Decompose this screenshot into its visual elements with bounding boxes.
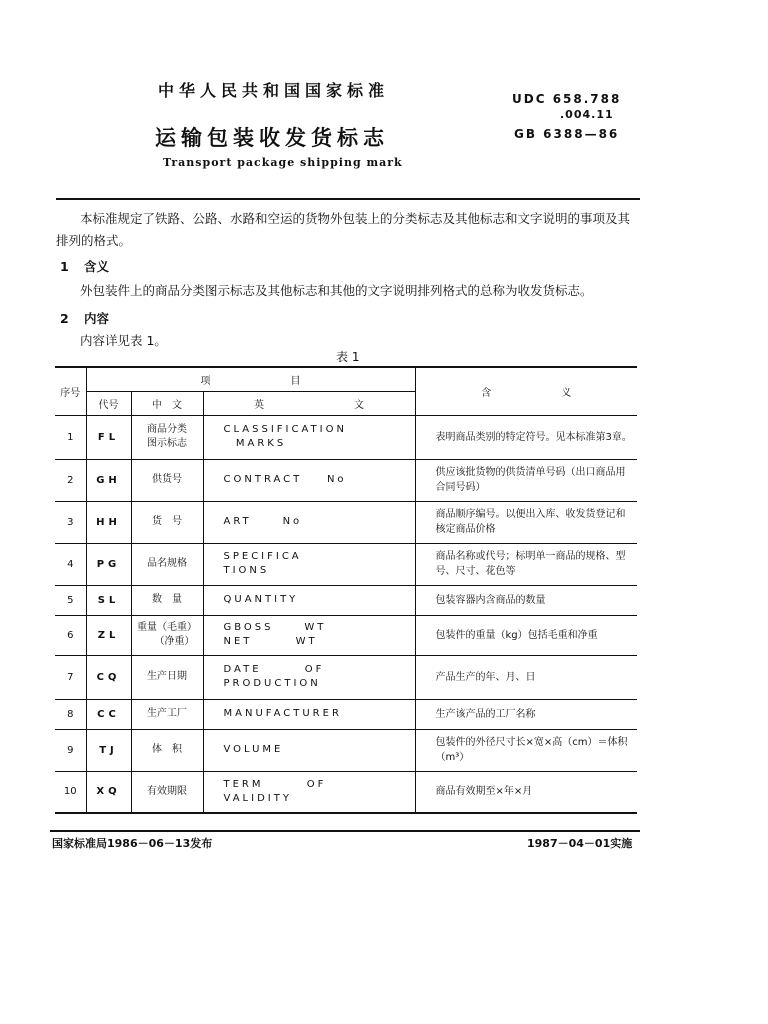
row-en: VOLUME (203, 729, 415, 771)
row-seq: 8 (55, 699, 86, 729)
row-en: MANUFACTURER (203, 699, 415, 729)
section-1-text: 外包装件上的商品分类图示标志及其他标志和其他的文字说明排列格式的总称为收发货标志。 (80, 283, 593, 298)
row-cn: 品名规格 (131, 543, 203, 585)
table-row (55, 501, 637, 543)
header-divider (56, 198, 640, 200)
row-cn: 商品分类 图示标志 (131, 415, 203, 459)
row-cn: 供货号 (131, 459, 203, 501)
row-en: CONTRACT No (203, 459, 415, 501)
issue-date: 国家标准局1986－06－13发布 (52, 837, 213, 850)
row-en: DATE OF PRODUCTION (203, 655, 415, 699)
row-en: TERM OF VALIDITY (203, 771, 415, 813)
header-code: 代号 (86, 391, 131, 415)
udc-code-line1: UDC 658.788 (512, 92, 622, 106)
section-1-heading (60, 257, 109, 275)
row-code: HH (86, 501, 131, 543)
table-row (55, 543, 637, 585)
marks-table (55, 366, 637, 814)
table-row (55, 655, 637, 699)
footer-divider (50, 830, 640, 832)
row-cn: 生产工厂 (131, 699, 203, 729)
row-seq: 5 (55, 585, 86, 615)
header-seq: 序号 (55, 367, 86, 415)
row-en: CLASSIFICATION MARKS (203, 415, 415, 459)
row-seq: 4 (55, 543, 86, 585)
row-seq: 3 (55, 501, 86, 543)
header-item: 项 目 (86, 367, 415, 391)
row-meaning: 商品有效期至×年×月 (415, 771, 637, 813)
table-row (55, 615, 637, 655)
row-meaning: 产品生产的年、月、日 (415, 655, 637, 699)
standard-org-heading: 中华人民共和国国家标准 (158, 81, 390, 100)
row-seq: 6 (55, 615, 86, 655)
table-row (55, 459, 637, 501)
table-row (55, 729, 637, 771)
row-meaning: 包装容器内含商品的数量 (415, 585, 637, 615)
row-code: CQ (86, 655, 131, 699)
row-meaning: 供应该批货物的供货清单号码（出口商品用合同号码） (415, 459, 637, 501)
table-row (55, 415, 637, 459)
document-title-cn: 运输包装收发货标志 (155, 126, 389, 150)
row-meaning: 商品名称或代号；标明单一商品的规格、型号、尺寸、花色等 (415, 543, 637, 585)
row-en: GBOSS WT NET WT (203, 615, 415, 655)
row-meaning: 生产该产品的工厂名称 (415, 699, 637, 729)
row-cn: 有效期限 (131, 771, 203, 813)
section-title: 内容 (84, 311, 110, 326)
row-code: FL (86, 415, 131, 459)
row-cn: 数 量 (131, 585, 203, 615)
document-title-en: Transport package shipping mark (163, 156, 403, 169)
effective-date: 1987－04－01实施 (527, 837, 633, 850)
row-code: SL (86, 585, 131, 615)
section-title: 含义 (84, 259, 110, 274)
row-meaning: 包装件的外径尺寸长×宽×高（cm）＝体积（m³） (415, 729, 637, 771)
header-cn: 中 文 (131, 391, 203, 415)
row-en: SPECIFICA TIONS (203, 543, 415, 585)
row-meaning: 表明商品类别的特定符号。见本标准第3章。 (415, 415, 637, 459)
row-code: PG (86, 543, 131, 585)
row-seq: 7 (55, 655, 86, 699)
row-en: QUANTITY (203, 585, 415, 615)
row-code: ZL (86, 615, 131, 655)
row-cn: 生产日期 (131, 655, 203, 699)
row-seq: 2 (55, 459, 86, 501)
row-seq: 9 (55, 729, 86, 771)
section-number: 2 (60, 311, 69, 326)
row-code: TJ (86, 729, 131, 771)
row-code: CC (86, 699, 131, 729)
intro-paragraph: 本标准规定了铁路、公路、水路和空运的货物外包装上的分类标志及其他标志和文字说明的事项及其排列的格式。 (56, 211, 631, 248)
section-number: 1 (60, 259, 69, 274)
row-code: XQ (86, 771, 131, 813)
table-caption: 表 1 (336, 350, 360, 364)
row-meaning: 包装件的重量（kg）包括毛重和净重 (415, 615, 637, 655)
udc-code-line2: .004.11 (560, 108, 614, 121)
row-seq: 1 (55, 415, 86, 459)
table-row (55, 585, 637, 615)
row-cn: 体 积 (131, 729, 203, 771)
section-2-text: 内容详见表 1。 (80, 333, 167, 348)
row-en: ART No (203, 501, 415, 543)
section-2-heading (60, 309, 109, 327)
table-row (55, 771, 637, 813)
row-meaning: 商品顺序编号。以便出入库、收发货登记和核定商品价格 (415, 501, 637, 543)
row-cn: 货 号 (131, 501, 203, 543)
gb-standard-number: GB 6388—86 (514, 127, 620, 141)
header-meaning: 含 义 (415, 367, 637, 415)
table-row (55, 699, 637, 729)
row-seq: 10 (55, 771, 86, 813)
row-cn: 重量（毛重） （净重） (131, 615, 203, 655)
row-code: GH (86, 459, 131, 501)
header-en: 英 文 (203, 391, 415, 415)
